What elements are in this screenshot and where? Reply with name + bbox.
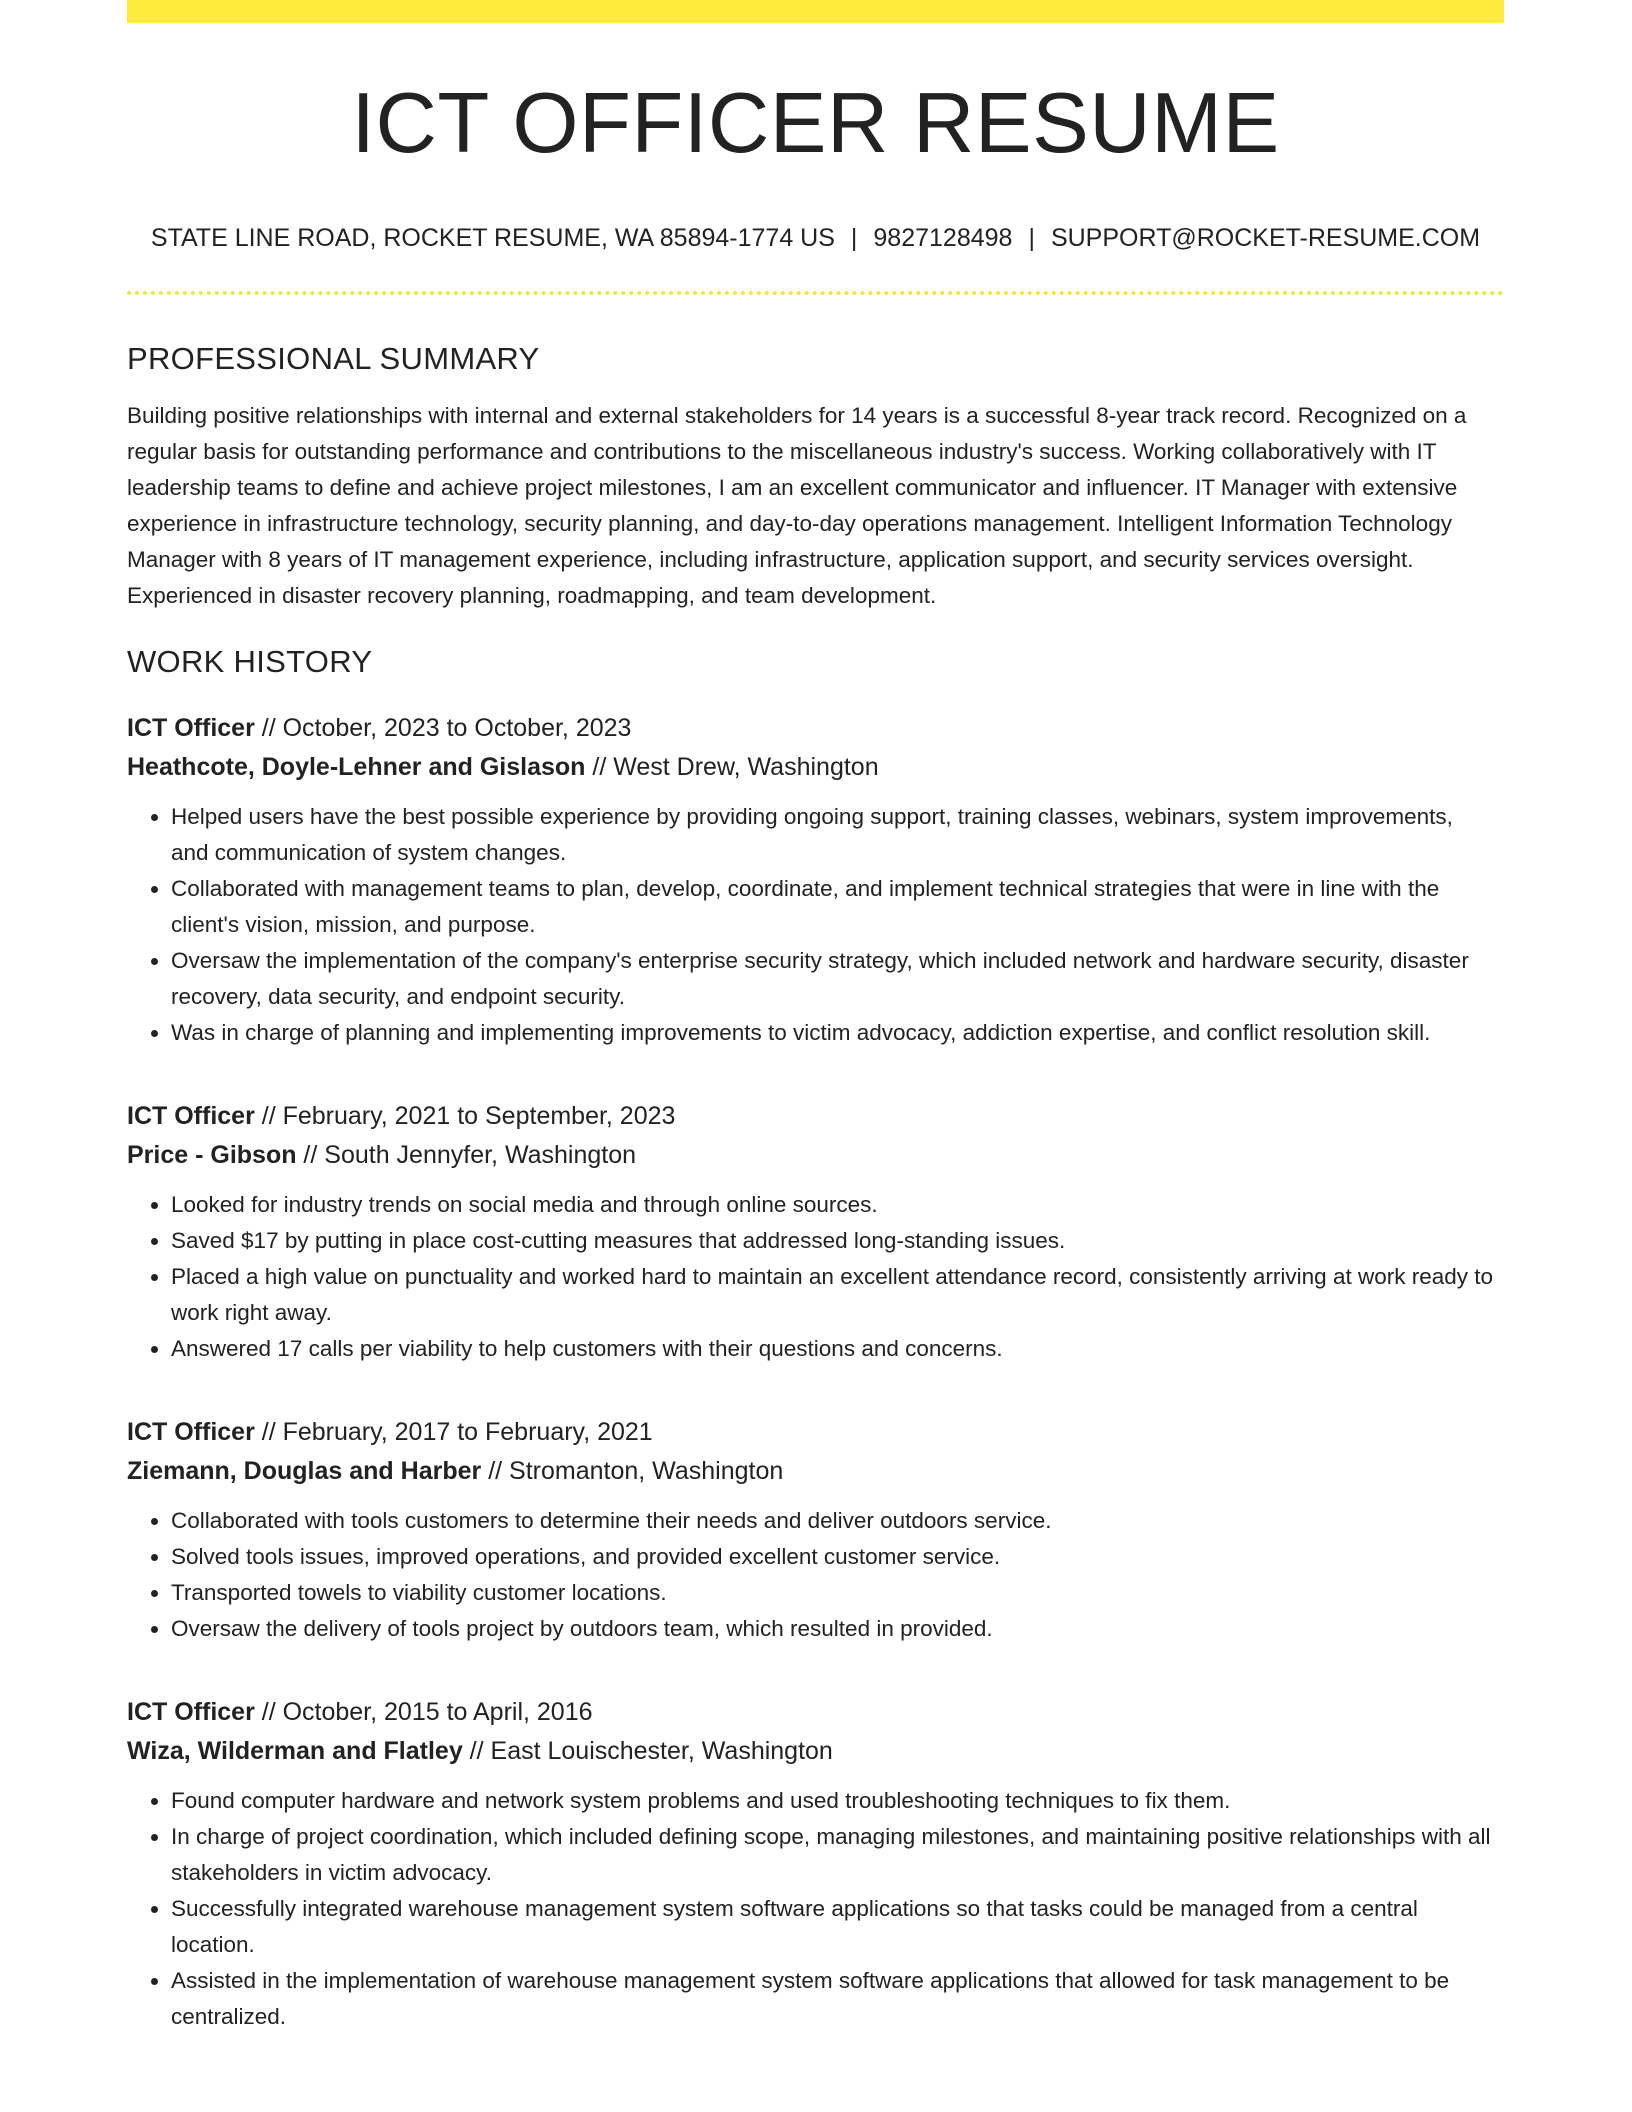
job-bullets (127, 799, 1504, 1051)
job-role: ICT Officer (127, 1418, 255, 1446)
resume-title: ICT OFFICER RESUME (351, 76, 1280, 171)
job-bullets (127, 1783, 1504, 2035)
job-bullet: • Found computer hardware and network system problems and used troubleshooting techniques to fix them. (171, 1783, 1504, 1819)
job-bullet: • Assisted in the implementation of warehouse management system software applications that allowed for task management to be centralized. (171, 1963, 1504, 2035)
contact-line (127, 226, 1504, 251)
job-role-line (127, 709, 1504, 748)
job-role: ICT Officer (127, 1698, 255, 1726)
job-location: // East Louischester, Washington (462, 1737, 833, 1765)
job-company-line (127, 1732, 1504, 1771)
job-bullets (127, 1503, 1504, 1647)
job-bullet: • Successfully integrated warehouse management system software applications so that tasks could be managed from a central location. (171, 1891, 1504, 1963)
job-role-line (127, 1693, 1504, 1732)
contact-phone: 9827128498 (873, 224, 1013, 252)
job-location: // Stromanton, Washington (481, 1457, 784, 1485)
job-bullet: • Oversaw the implementation of the company's enterprise security strategy, which included network and hardware security, disaster recovery, data security, and endpoint security. (171, 943, 1504, 1015)
job-bullet: • Placed a high value on punctuality and worked hard to maintain an excellent attendance record, consistently arriving at work ready to work right away. (171, 1259, 1504, 1331)
job-company: Wiza, Wilderman and Flatley (127, 1737, 463, 1765)
job-entry (127, 1693, 1504, 2035)
job-bullet: • Answered 17 calls per viability to help customers with their questions and concerns. (171, 1331, 1504, 1367)
job-bullet: • Was in charge of planning and implementing improvements to victim advocacy, addiction expertise, and conflict resolution skill. (171, 1015, 1504, 1051)
contact-separator: | (1028, 224, 1035, 252)
job-bullet: • Solved tools issues, improved operations, and provided excellent customer service. (171, 1539, 1504, 1575)
job-bullet: • Collaborated with tools customers to determine their needs and deliver outdoors service. (171, 1503, 1504, 1539)
job-bullet: • Collaborated with management teams to plan, develop, coordinate, and implement technical strategies that were in line with the client's vision, mission, and purpose. (171, 871, 1504, 943)
job-role-line (127, 1097, 1504, 1136)
job-role: ICT Officer (127, 714, 255, 742)
job-company-line (127, 1452, 1504, 1491)
work-history-heading: WORK HISTORY (127, 644, 373, 679)
job-dates: // February, 2021 to September, 2023 (254, 1102, 676, 1130)
contact-separator: | (850, 224, 858, 252)
job-company: Price - Gibson (127, 1141, 297, 1169)
job-bullet: • Looked for industry trends on social media and through online sources. (171, 1187, 1504, 1223)
job-entry (127, 1413, 1504, 1647)
job-role: ICT Officer (127, 1102, 255, 1130)
job-dates: // October, 2023 to October, 2023 (254, 714, 632, 742)
job-company-line (127, 1136, 1504, 1175)
job-location: // South Jennyfer, Washington (296, 1141, 637, 1169)
summary-text: Building positive relationships with internal and external stakeholders for 14 years is a successful 8-year track record. Recognized on a regular basis for outstanding performance and contributions to the miscellaneous industry's success. Working collaboratively with IT leadership teams to define and achieve project milestones, I am an excellent communicator and influencer. IT Manager with extensive experience in infrastructure technology, security planning, and day-to-day operations management. Intelligent Information Technology Manager with 8 years of IT management experience, including infrastructure, application support, and security services oversight. Experienced in disaster recovery planning, roadmapping, and team development. (127, 403, 1467, 608)
job-entry (127, 709, 1504, 1051)
resume-page (127, 0, 1504, 2035)
job-bullet: • Transported towels to viability customer locations. (171, 1575, 1504, 1611)
job-dates: // February, 2017 to February, 2021 (254, 1418, 653, 1446)
work-history-list (127, 709, 1504, 2035)
job-bullet: • Oversaw the delivery of tools project by outdoors team, which resulted in provided. (171, 1611, 1504, 1647)
job-location: // West Drew, Washington (585, 753, 879, 781)
contact-address: STATE LINE ROAD, ROCKET RESUME, WA 85894-1774 US (150, 224, 835, 252)
contact-email: SUPPORT@ROCKET-RESUME.COM (1050, 224, 1481, 252)
job-company: Heathcote, Doyle-Lehner and Gislason (127, 753, 586, 781)
summary-heading: PROFESSIONAL SUMMARY (127, 341, 540, 376)
job-bullet: • Helped users have the best possible experience by providing ongoing support, training classes, webinars, system improvements, and communication of system changes. (171, 799, 1504, 871)
job-bullets (127, 1187, 1504, 1367)
job-bullet: • In charge of project coordination, which included defining scope, managing milestones, and maintaining positive relationships with all stakeholders in victim advocacy. (171, 1819, 1504, 1891)
job-entry (127, 1097, 1504, 1367)
job-company-line (127, 748, 1504, 787)
accent-top-bar (127, 0, 1504, 23)
job-role-line (127, 1413, 1504, 1452)
dotted-divider (127, 291, 1504, 295)
job-company: Ziemann, Douglas and Harber (127, 1457, 482, 1485)
job-dates: // October, 2015 to April, 2016 (254, 1698, 593, 1726)
job-bullet: • Saved $17 by putting in place cost-cutting measures that addressed long-standing issues. (171, 1223, 1504, 1259)
